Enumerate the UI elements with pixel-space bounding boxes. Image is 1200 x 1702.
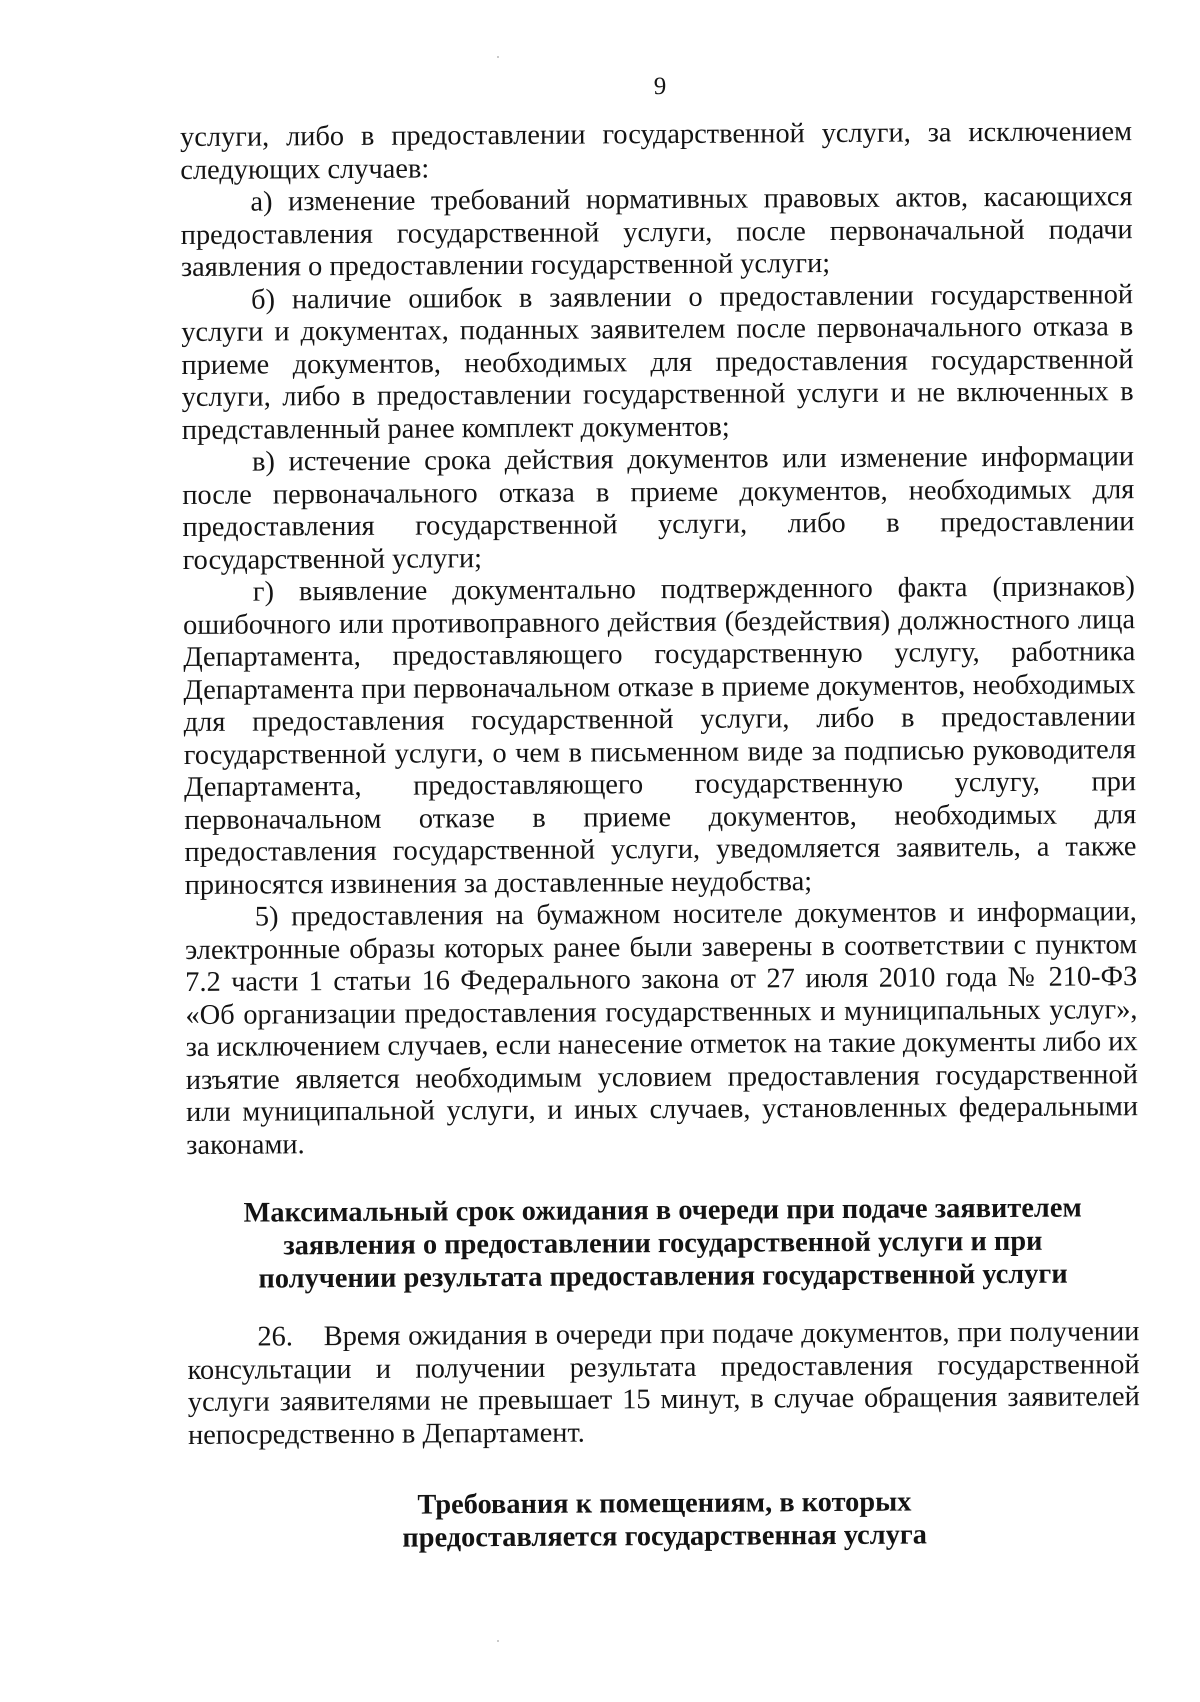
spacer xyxy=(188,1446,1140,1490)
paragraph-number: 26. xyxy=(257,1321,294,1353)
intro-paragraph: услуги, либо в предоставлении государственной услуги, за исключением следующих случаев: xyxy=(180,116,1133,186)
list-item-b: б) наличие ошибок в заявлении о предоставлении государственной услуги и документах, поданных заявителем после первоначального отказа в приеме документов, необходимых для предоставления государственной услуги, либо в предоставлении государственной услуги и не включенных в представленный ранее комплект документов; xyxy=(181,278,1134,446)
page-number: 9 xyxy=(653,73,667,100)
scan-speck xyxy=(497,56,499,58)
spacer xyxy=(186,1156,1138,1197)
list-item-g: г) выявление документально подтвержденного факта (признаков) ошибочного или противоправного действия (бездействия) должностного лица Департамента, предоставляющего государственную услугу, работника Департамента при первоначальном отказе в приеме документов, необходимых для предоставления государственной услуги, либо в предоставлении государственной услуги, о чем в письменном виде за подписью руководителя Департамента, предоставляющего государственную услугу, при первоначальном отказе в приеме документов, необходимых для предоставления государственной услуги, уведомляется заявитель, а также приносятся извинения за доставленные неудобства; xyxy=(182,571,1137,901)
list-item-5: 5) предоставления на бумажном носителе документов и информации, электронные образы которых ранее были заверены в соответствии с пунктом 7.2 части 1 статьи 16 Федерального закона от 27 июля 2010 года № 210-ФЗ «Об организации предоставления государственных и муниципальных услуг», за исключением случаев, если нанесение отметок на такие документы либо их изъятие является необходимым условием предоставления государственной или муниципальной услуги, и иных случаев, установленных федеральными законами. xyxy=(184,896,1139,1161)
list-item-a: а) изменение требований нормативных правовых актов, касающихся предоставления государственной услуги, после первоначальной подачи заявления о предоставлении государственной услуги; xyxy=(180,181,1133,283)
section-heading-waiting-time: Максимальный срок ожидания в очереди при подаче заявителем заявления о предоставлении государственной услуги и при получении результата предоставления государственной услуги xyxy=(243,1192,1082,1295)
document-body xyxy=(180,116,1141,1556)
paragraph-26-text: Время ожидания в очереди при подаче документов, при получении консультации и получении результата предоставления государственной услуги заявителями не превышает 15 минут, в случае обращения заявителей непосредственно в Департамент. xyxy=(187,1316,1140,1451)
list-item-v: в) истечение срока действия документов или изменение информации после первоначального отказа в приеме документов, необходимых для предоставления государственной услуги, либо в предоставлении государственной услуги; xyxy=(182,441,1135,576)
scan-speck xyxy=(497,1640,499,1642)
section-heading-premises: Требования к помещениям, в которых предоставляется государственная услуга xyxy=(402,1486,928,1554)
paragraph-26 xyxy=(187,1316,1140,1452)
